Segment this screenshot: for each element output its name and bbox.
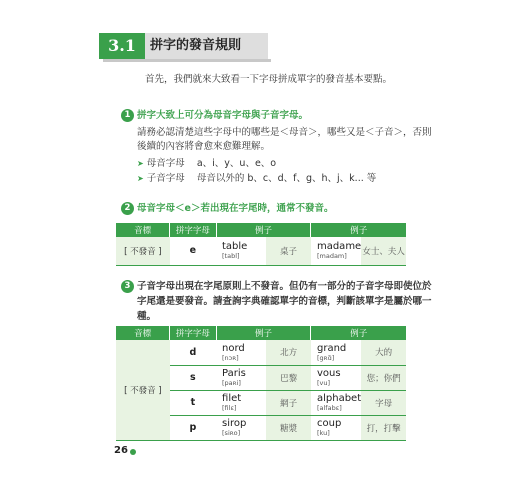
bullet-label: 母音字母 [146,158,185,169]
example-word: filet [222,393,242,404]
chapter-number: 3.1 [108,36,136,55]
section2-badge: 2 [121,202,134,215]
example2-meaning: 打，打擊 [361,415,406,440]
example-word: sirop [222,418,247,429]
example-word: nord [222,342,245,354]
bullet-vowels [137,157,276,171]
example1-meaning: 網子 [266,390,311,415]
phonetic-cell: [ 不發音 ] [116,237,170,265]
example-ipa: [siʀo] [222,429,241,437]
table-row [116,237,406,265]
example2-cell [311,365,361,390]
header-shadow [103,59,271,62]
letter-cell: e [170,237,216,265]
header-letter: 拼字字母 [170,326,216,340]
letter-cell: d [170,340,216,365]
header-example1: 例子 [216,326,311,340]
example-word: alphabet [316,393,362,404]
phonetic-cell: [ 不發音 ] [116,340,170,440]
example-word: table [222,241,248,253]
example2-cell [311,390,361,415]
letter-cell: s [170,365,216,390]
example-ipa: [tabl] [222,252,240,261]
page-number-dot [130,449,136,455]
example-ipa: [madam] [316,252,347,261]
arrow-icon: ➤ [137,159,144,168]
example-word: madame [316,241,362,253]
example1-cell [216,390,266,415]
letter-cell: t [170,390,216,415]
example2-cell [311,415,361,440]
example1-cell [216,340,266,365]
header-letter: 拼字字母 [170,223,216,237]
header-example2: 例子 [311,223,406,237]
section1-text-line2: 後續的內容將會愈來愈難理解。 [137,141,271,152]
header-phonetic: 音標 [116,223,170,237]
example-ipa: [vu] [316,379,331,387]
example-ipa: [paʀi] [222,379,241,387]
example-ipa: [gʀɑ̃] [316,353,335,362]
section3-text-line1: 子音字母出現在字尾原則上不發音。但仍有一部分的子音字母即使位於 [137,281,432,292]
section1-title: 拼字大致上可分為母音字母與子音字母。 [137,110,309,121]
example1-meaning: 桌子 [266,237,311,265]
section2-title: 母音字母＜e＞若出現在字尾時，通常不發音。 [137,203,334,214]
arrow-icon: ➤ [137,174,144,183]
example2-meaning: 字母 [361,390,406,415]
table-header-row [116,223,406,237]
header-phonetic: 音標 [116,326,170,340]
example2-meaning: 大的 [361,340,406,365]
chapter-title: 拼字的發音規則 [150,38,242,53]
example-ipa: [ku] [316,429,330,437]
example2-cell [311,237,361,265]
header-example2: 例子 [311,326,406,340]
section3-badge: 3 [121,280,134,293]
example1-meaning: 糖漿 [266,415,311,440]
example1-meaning: 巴黎 [266,365,311,390]
silent-consonant-table [116,326,406,441]
bullet-value: a、i、y、u、e、o [196,158,277,169]
example-ipa: [alfabɛ] [316,404,342,412]
example-word: coup [316,418,342,429]
example-word: grand [316,342,347,354]
example2-meaning: 您；你們 [361,365,406,390]
table-header-row [116,326,406,340]
bullet-label: 子音字母 [146,173,185,184]
section3-text-line3: 種。 [137,311,157,322]
example1-cell [216,415,266,440]
bullet-value: 母音以外的 b、c、d、f、g、h、j、k... 等 [196,173,377,184]
intro-text: 首先，我們就來大致看一下字母拼成單字的發音基本要點。 [145,74,393,85]
silent-e-table [116,223,406,266]
page-number: 26 [114,445,128,456]
example1-cell [216,237,266,265]
bullet-consonants [137,172,376,186]
section1-text-line1: 請務必認清楚這些字母中的哪些是＜母音＞，哪些又是＜子音＞，否則 [137,127,432,138]
section1-badge: 1 [121,109,134,122]
example2-cell [311,340,361,365]
example-word: Paris [222,368,246,379]
header-example1: 例子 [216,223,311,237]
example-ipa: [filɛ] [222,404,237,412]
example2-meaning: 女士、夫人 [361,237,406,265]
example-word: vous [316,368,341,379]
letter-cell: p [170,415,216,440]
section3-text-line2: 字尾還是要發音。請查詢字典確認單字的音標，判斷該單字是屬於哪一 [137,296,432,307]
example1-meaning: 北方 [266,340,311,365]
example1-cell [216,365,266,390]
example-ipa: [nɔʀ] [222,353,239,362]
table-row [116,340,406,365]
